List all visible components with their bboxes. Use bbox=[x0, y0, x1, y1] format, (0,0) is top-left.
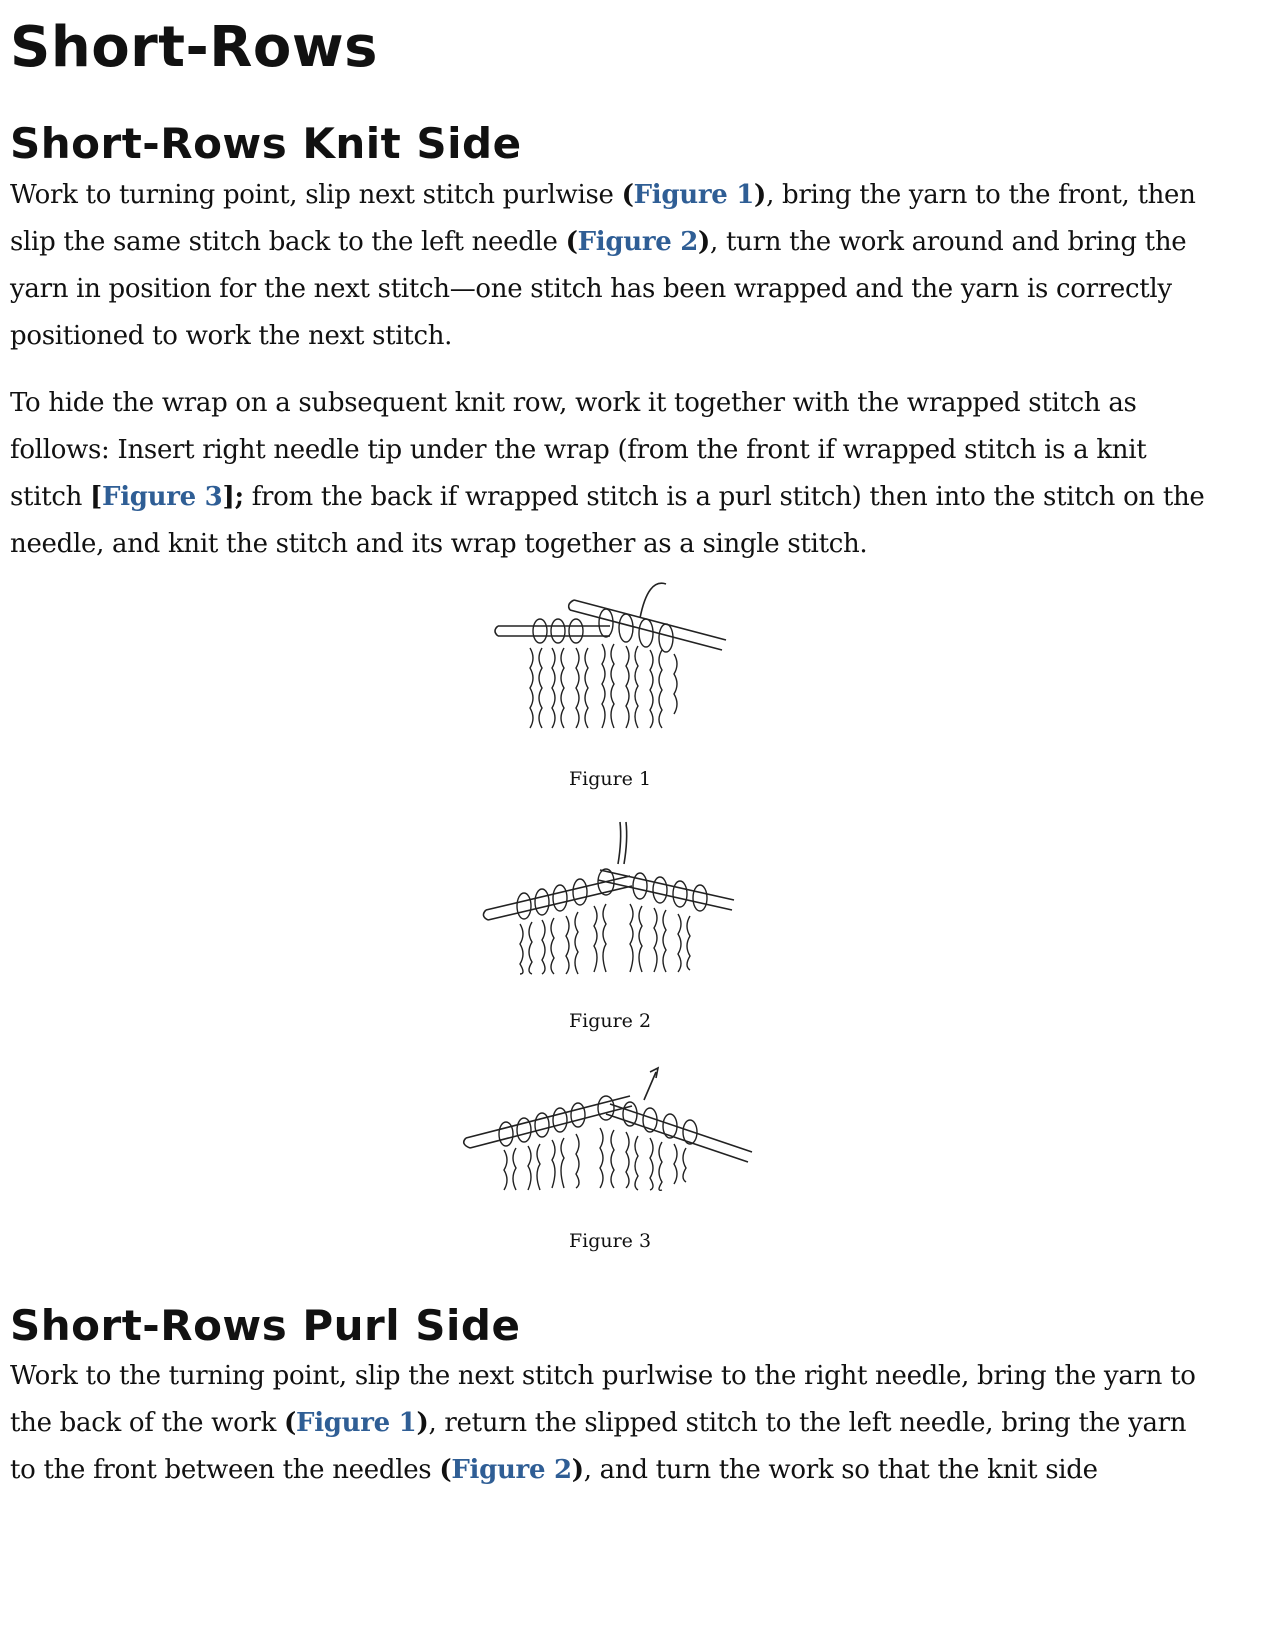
figure-2-link[interactable]: Figure 2 bbox=[577, 227, 699, 257]
figure-3-caption: Figure 3 bbox=[568, 1230, 652, 1252]
knitting-needle-illustration-2 bbox=[480, 820, 740, 980]
text-span: , return the slipped stitch to the left needle, bring the yarn to the front between the needles bbox=[10, 1408, 1187, 1485]
purl-side-paragraph-1 bbox=[10, 1353, 1210, 1494]
bracket: ]; bbox=[222, 482, 244, 512]
section-heading-purl-side: Short-Rows Purl Side bbox=[10, 1301, 521, 1350]
figure-1-link[interactable]: Figure 1 bbox=[633, 180, 755, 210]
paren: ) bbox=[571, 1455, 584, 1485]
figure-2-illustration bbox=[10, 820, 1210, 980]
paren: ) bbox=[754, 180, 767, 210]
text-span: Work to turning point, slip next stitch purlwise bbox=[10, 180, 622, 210]
paren: ( bbox=[284, 1408, 297, 1438]
knitting-needle-illustration-1 bbox=[490, 578, 730, 738]
figure-3-link[interactable]: Figure 3 bbox=[102, 482, 223, 512]
knit-side-paragraph-2 bbox=[10, 380, 1210, 568]
knitting-needle-illustration-3 bbox=[460, 1058, 760, 1208]
paren: ( bbox=[565, 227, 578, 257]
text-span: To hide the wrap on a subsequent knit row, work it together with the wrapped stitch as follows: Insert right needle tip under the wrap (from the front if wrapped stitch is a knit stitch bbox=[10, 388, 1147, 512]
text-span: Work to the turning point, slip the next stitch purlwise to the right needle, bring the yarn to the back of the work bbox=[10, 1361, 1196, 1438]
section-heading-knit-side: Short-Rows Knit Side bbox=[10, 119, 522, 168]
knit-side-paragraph-1 bbox=[10, 172, 1210, 360]
figure-3-illustration bbox=[10, 1058, 1210, 1208]
page-title: Short-Rows bbox=[10, 15, 378, 80]
figure-1-link[interactable]: Figure 1 bbox=[296, 1408, 417, 1438]
text-span: , bring the yarn to the front, then slip the same stitch back to the left needle bbox=[10, 180, 1196, 257]
bracket: [ bbox=[90, 482, 103, 512]
paren: ) bbox=[416, 1408, 429, 1438]
figure-1-illustration bbox=[10, 578, 1210, 738]
figure-1-caption: Figure 1 bbox=[568, 768, 652, 790]
paren: ) bbox=[698, 227, 711, 257]
figure-2-link[interactable]: Figure 2 bbox=[451, 1455, 572, 1485]
figure-2-caption: Figure 2 bbox=[568, 1010, 652, 1032]
paren: ( bbox=[621, 180, 634, 210]
text-span: from the back if wrapped stitch is a purl stitch) then into the stitch on the needle, and knit the stitch and its wrap together as a single stitch. bbox=[10, 482, 1205, 559]
text-span: , and turn the work so that the knit side bbox=[583, 1455, 1098, 1485]
paren: ( bbox=[439, 1455, 452, 1485]
text-span: , turn the work around and bring the yarn in position for the next stitch—one stitch has been wrapped and the yarn is correctly positioned to work the next stitch. bbox=[10, 227, 1187, 351]
